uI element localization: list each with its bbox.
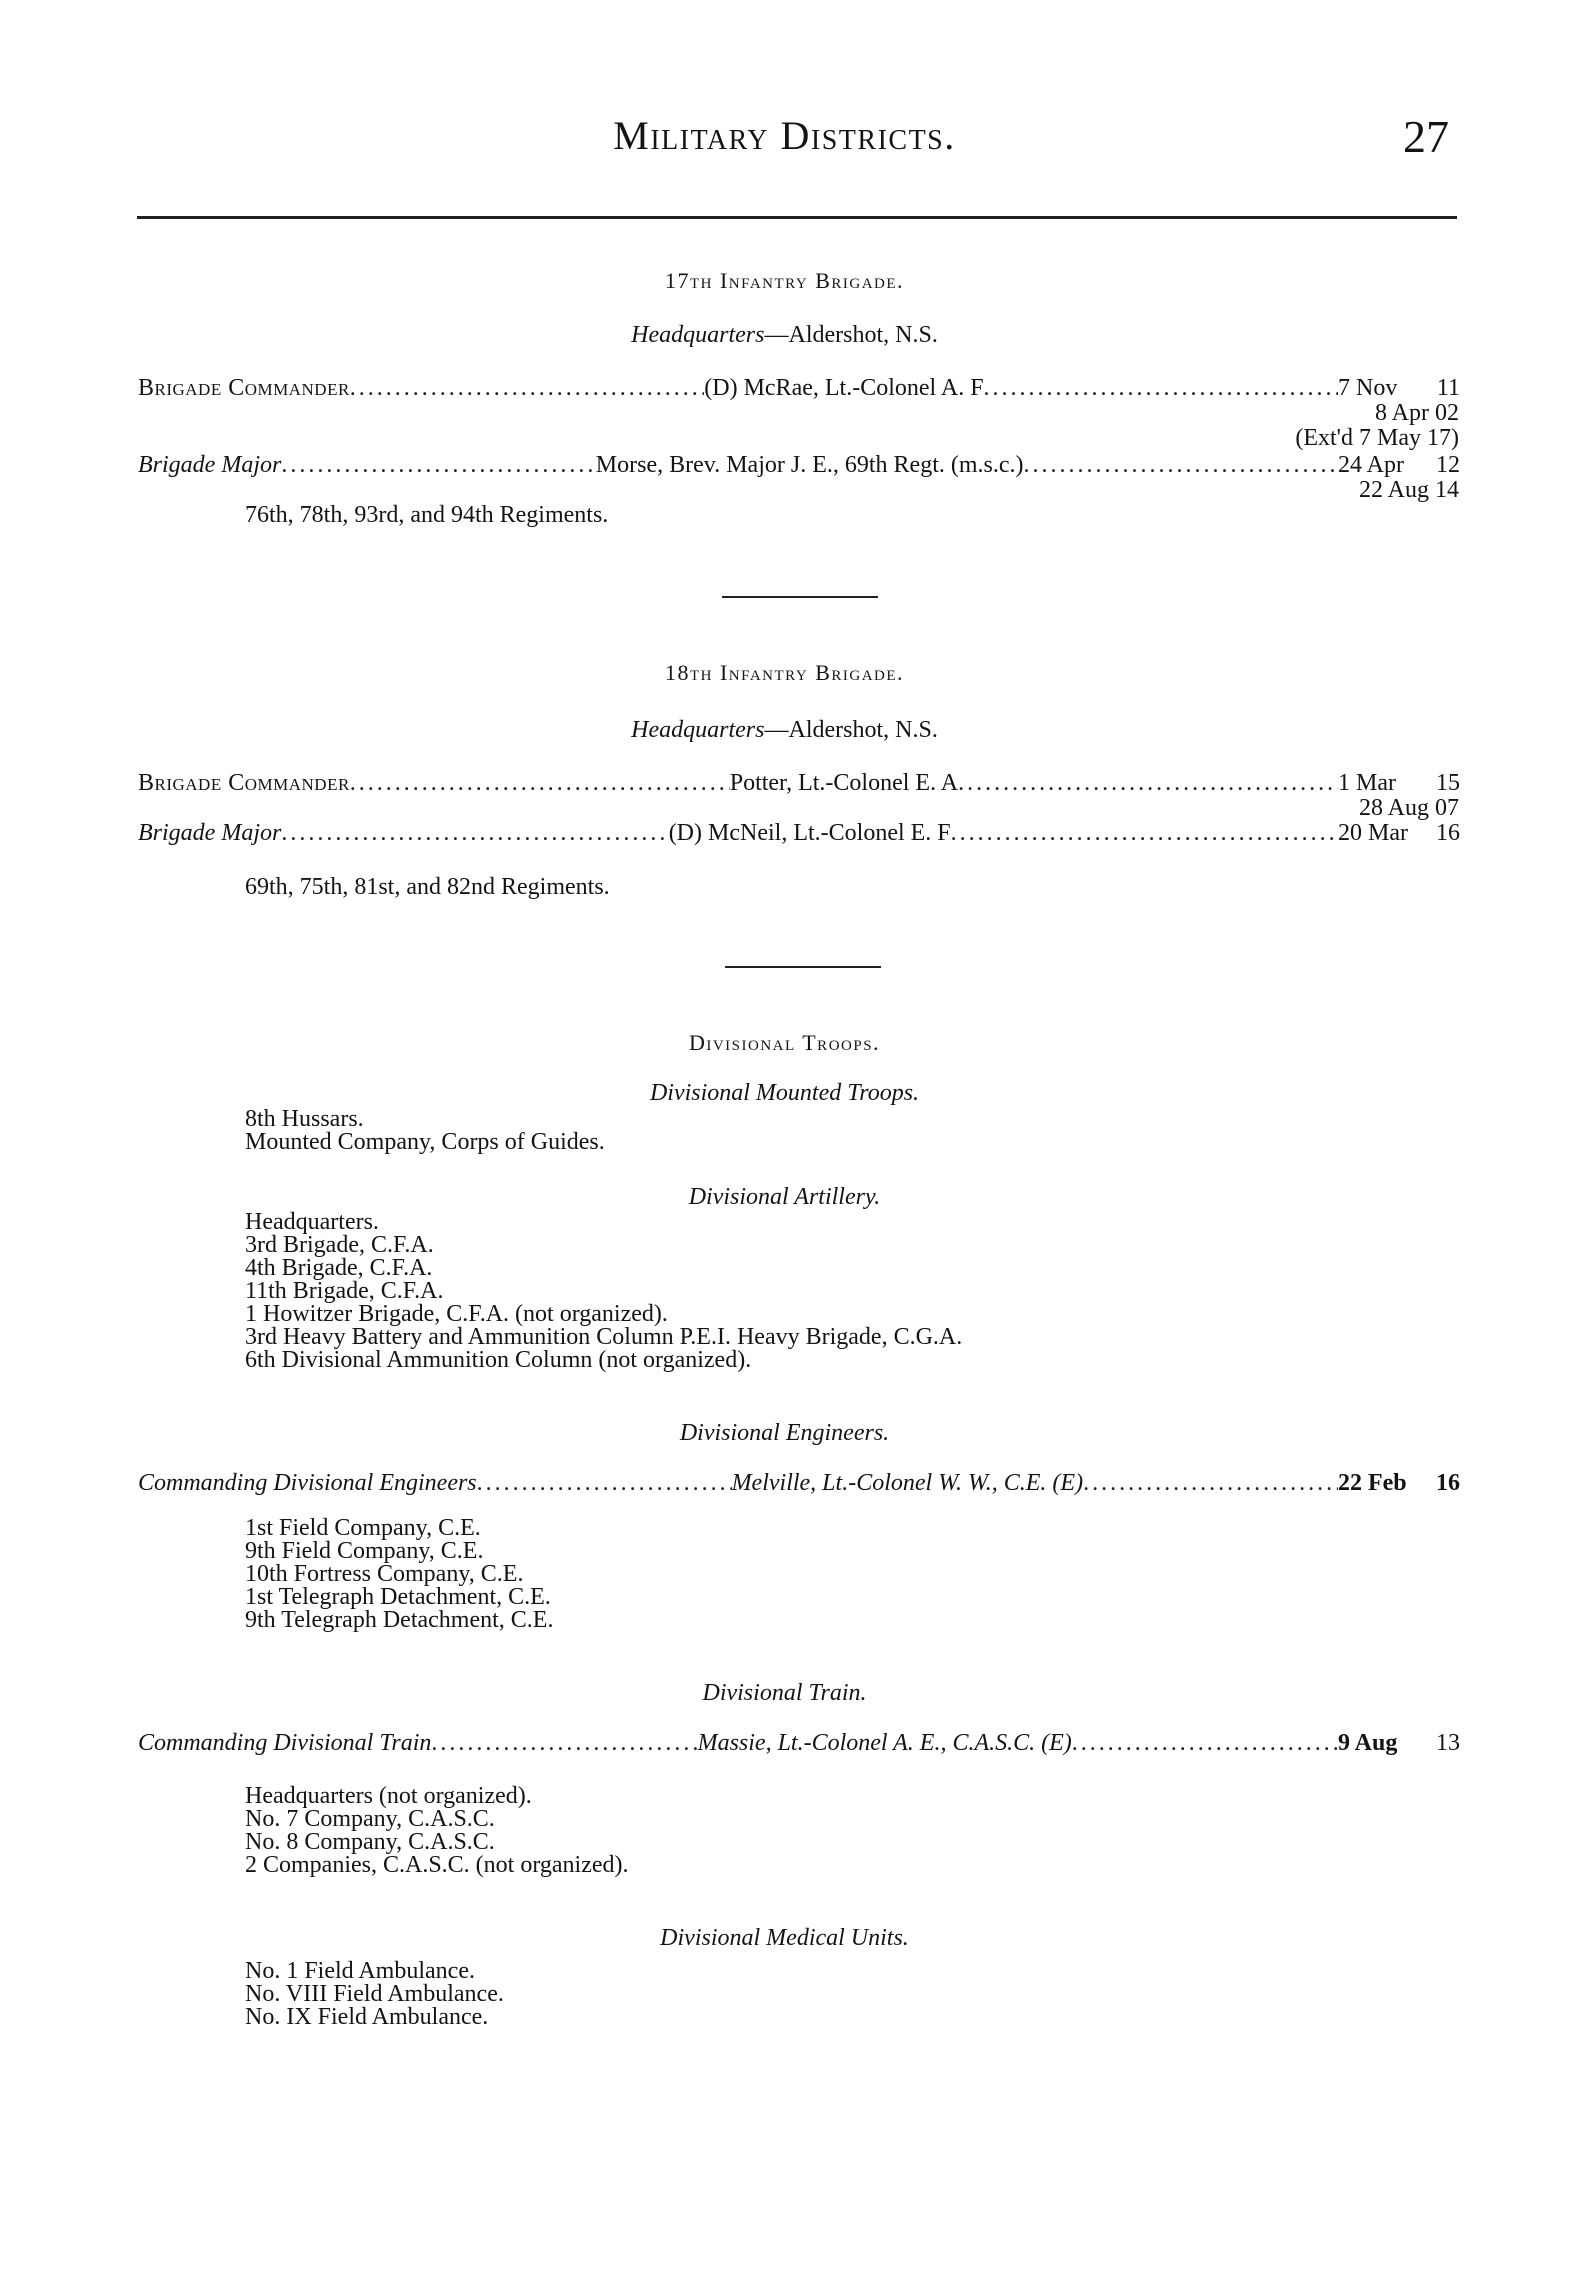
leader-dots xyxy=(477,1470,732,1497)
leader-dots xyxy=(350,770,730,797)
entry-date: 7 Nov xyxy=(1338,375,1398,401)
entry-label: Brigade Major xyxy=(138,452,282,478)
entry-label: Commanding Divisional Engineers xyxy=(138,1470,477,1496)
leader-dots xyxy=(951,820,1338,847)
leader-dots xyxy=(984,375,1338,402)
list-item: 1 Howitzer Brigade, C.F.A. (not organized). xyxy=(245,1301,668,1327)
list-item: No. VIII Field Ambulance. xyxy=(245,1981,504,2007)
section-title-divisional-troops xyxy=(0,1030,1569,1056)
headquarters-label: Headquarters xyxy=(631,717,765,743)
extra-date: 28 Aug 07 xyxy=(1358,795,1459,821)
entry-year: 11 xyxy=(1436,375,1460,401)
headquarters-18th xyxy=(0,717,1569,744)
leader-dots xyxy=(1072,1730,1338,1757)
page-number: 27 xyxy=(1403,111,1449,162)
section-divider xyxy=(725,966,881,968)
list-item: No. IX Field Ambulance. xyxy=(245,2004,489,2030)
entry-year: 16 xyxy=(1435,1470,1460,1496)
section-divider xyxy=(722,596,878,598)
extra-date: 8 Apr 02 xyxy=(1375,400,1459,426)
section-title-17th-brigade xyxy=(0,268,1569,294)
headquarters-17th xyxy=(0,322,1569,349)
headquarters-label: Headquarters xyxy=(631,322,765,348)
extra-date: 22 Aug 14 xyxy=(1358,477,1459,503)
subheading-medical: Divisional Medical Units. xyxy=(660,1925,909,1951)
leader-dots xyxy=(350,375,704,402)
list-item: 9th Field Company, C.E. xyxy=(245,1538,484,1564)
entry-year: 16 xyxy=(1436,820,1460,846)
entry-name: Melville, Lt.-Colonel W. W., C.E. (E) xyxy=(731,1470,1084,1496)
list-item: No. 8 Company, C.A.S.C. xyxy=(245,1829,495,1855)
entry-label: Brigade Commander xyxy=(138,770,350,796)
entry-name: (D) McRae, Lt.-Colonel A. F xyxy=(704,375,984,401)
list-item: 1st Field Company, C.E. xyxy=(245,1515,481,1541)
leader-dots xyxy=(281,452,595,479)
list-item: Mounted Company, Corps of Guides. xyxy=(245,1129,605,1155)
list-item: 11th Brigade, C.F.A. xyxy=(245,1278,444,1304)
entry-date: 24 Apr xyxy=(1337,452,1404,478)
list-item: 9th Telegraph Detachment, C.E. xyxy=(245,1607,554,1633)
list-item: 1st Telegraph Detachment, C.E. xyxy=(245,1584,551,1610)
list-item: 8th Hussars. xyxy=(245,1106,364,1132)
subheading-train: Divisional Train. xyxy=(702,1680,867,1706)
section-title-text: 17th Infantry Brigade. xyxy=(664,268,905,293)
leader-dots xyxy=(281,820,668,847)
entry-label: Brigade Major xyxy=(138,820,282,846)
entry-year: 12 xyxy=(1435,452,1460,478)
regiments-18th: 69th, 75th, 81st, and 82nd Regiments. xyxy=(245,874,610,900)
entry-17th-brigade-commander xyxy=(138,375,1460,402)
page-title: Military Districts. xyxy=(613,113,956,158)
entry-name: Massie, Lt.-Colonel A. E., C.A.S.C. (E) xyxy=(697,1730,1072,1756)
entry-date: 20 Mar xyxy=(1338,820,1408,846)
list-item: 2 Companies, C.A.S.C. (not organized). xyxy=(245,1852,629,1878)
regiments-17th: 76th, 78th, 93rd, and 94th Regiments. xyxy=(245,502,609,528)
section-title-text: 18th Infantry Brigade. xyxy=(664,660,905,685)
subheading-engineers: Divisional Engineers. xyxy=(679,1420,890,1446)
entry-label: Commanding Divisional Train xyxy=(138,1730,432,1756)
leader-dots xyxy=(431,1730,697,1757)
entry-date: 9 Aug xyxy=(1337,1730,1398,1756)
entry-name: Morse, Brev. Major J. E., 69th Regt. (m.s.c.) xyxy=(595,452,1024,478)
entry-date: 1 Mar xyxy=(1338,770,1396,796)
header-rule xyxy=(137,216,1457,219)
subheading-artillery: Divisional Artillery. xyxy=(688,1184,881,1210)
list-item: 3rd Heavy Battery and Ammunition Column P.E.I. Heavy Brigade, C.G.A. xyxy=(245,1324,963,1350)
leader-dots xyxy=(958,770,1338,797)
entry-commanding-train xyxy=(138,1730,1460,1757)
entry-name: Potter, Lt.-Colonel E. A xyxy=(729,770,959,796)
headquarters-place: —Aldershot, N.S. xyxy=(764,322,938,348)
headquarters-place: —Aldershot, N.S. xyxy=(764,717,938,743)
entry-18th-brigade-commander xyxy=(138,770,1460,797)
list-item: Headquarters. xyxy=(245,1209,379,1235)
entry-year: 15 xyxy=(1436,770,1460,796)
list-item: No. 7 Company, C.A.S.C. xyxy=(245,1806,495,1832)
section-title-text: Divisional Troops. xyxy=(688,1030,881,1055)
entry-18th-brigade-major xyxy=(138,820,1460,847)
entry-date: 22 Feb xyxy=(1337,1470,1407,1496)
list-item: No. 1 Field Ambulance. xyxy=(245,1958,475,1984)
entry-17th-brigade-major xyxy=(138,452,1460,479)
list-item: 4th Brigade, C.F.A. xyxy=(245,1255,433,1281)
list-item: Headquarters (not organized). xyxy=(245,1783,532,1809)
entry-commanding-engineers xyxy=(138,1470,1460,1497)
entry-year: 13 xyxy=(1435,1730,1460,1756)
section-title-18th-brigade xyxy=(0,660,1569,686)
entry-label: Brigade Commander xyxy=(138,375,350,401)
extra-date: (Ext'd 7 May 17) xyxy=(1295,425,1459,451)
entry-name: (D) McNeil, Lt.-Colonel E. F xyxy=(668,820,951,846)
list-item: 6th Divisional Ammunition Column (not organized). xyxy=(245,1347,752,1373)
subheading-mounted-troops: Divisional Mounted Troops. xyxy=(649,1080,920,1106)
list-item: 3rd Brigade, C.F.A. xyxy=(245,1232,434,1258)
leader-dots xyxy=(1083,1470,1338,1497)
list-item: 10th Fortress Company, C.E. xyxy=(245,1561,524,1587)
leader-dots xyxy=(1024,452,1338,479)
